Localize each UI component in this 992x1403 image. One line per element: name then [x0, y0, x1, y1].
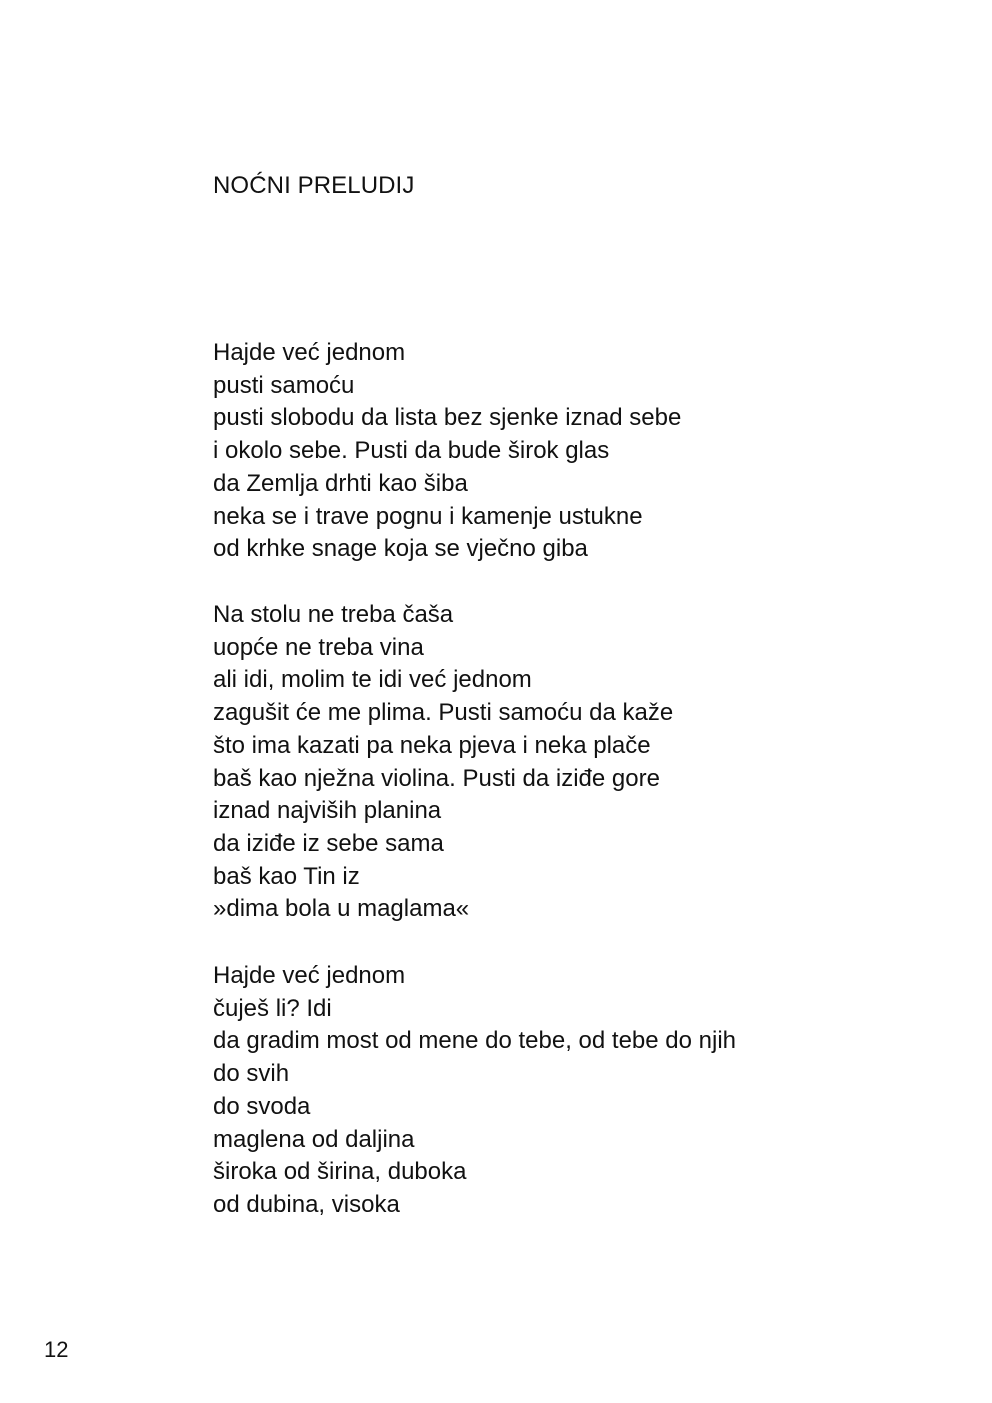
poem-line: neka se i trave pognu i kamenje ustukne	[213, 502, 643, 530]
poem-line: i okolo sebe. Pusti da bude širok glas	[213, 437, 610, 465]
stanza-3	[213, 960, 736, 1222]
poem-line: Na stolu ne treba čaša	[213, 601, 454, 628]
poem-line: čuješ li? Idi	[213, 994, 332, 1022]
poem-line: pusti samoću	[213, 371, 355, 399]
poem-line: Hajde već jednom	[213, 962, 406, 989]
poem-line: što ima kazati pa neka pjeva i neka plače	[213, 731, 651, 759]
poem-line: do svih	[213, 1060, 290, 1088]
poem-line: ali idi, molim te idi već jednom	[213, 666, 532, 694]
poem-line: »dima bola u maglama«	[213, 895, 470, 923]
poem-line: od krhke snage koja se vječno giba	[213, 535, 588, 563]
poem-line: pusti slobodu da lista bez sjenke iznad sebe	[213, 404, 682, 432]
poem-line: uopće ne treba vina	[213, 633, 424, 661]
stanza-1	[213, 337, 681, 566]
poem-line: baš kao nježna violina. Pusti da iziđe gore	[213, 764, 660, 792]
page-number: 12	[44, 1337, 69, 1362]
poem-line: Hajde već jednom	[213, 339, 406, 366]
poem-line: da gradim most od mene do tebe, od tebe do njih	[213, 1027, 737, 1055]
poem-line: od dubina, visoka	[213, 1190, 400, 1218]
poem-line: zagušit će me plima. Pusti samoću da kaže	[213, 699, 674, 727]
poem-title: NOĆNI PRELUDIJ	[213, 172, 415, 199]
poem-line: maglena od daljina	[213, 1125, 415, 1153]
poem-line: baš kao Tin iz	[213, 862, 360, 890]
poem-line: široka od širina, duboka	[213, 1158, 467, 1186]
stanza-2	[213, 599, 673, 926]
poem-line: da iziđe iz sebe sama	[213, 829, 444, 857]
poem-line: iznad najviših planina	[213, 797, 442, 825]
poem-line: do svoda	[213, 1092, 311, 1120]
poem-line: da Zemlja drhti kao šiba	[213, 469, 468, 497]
